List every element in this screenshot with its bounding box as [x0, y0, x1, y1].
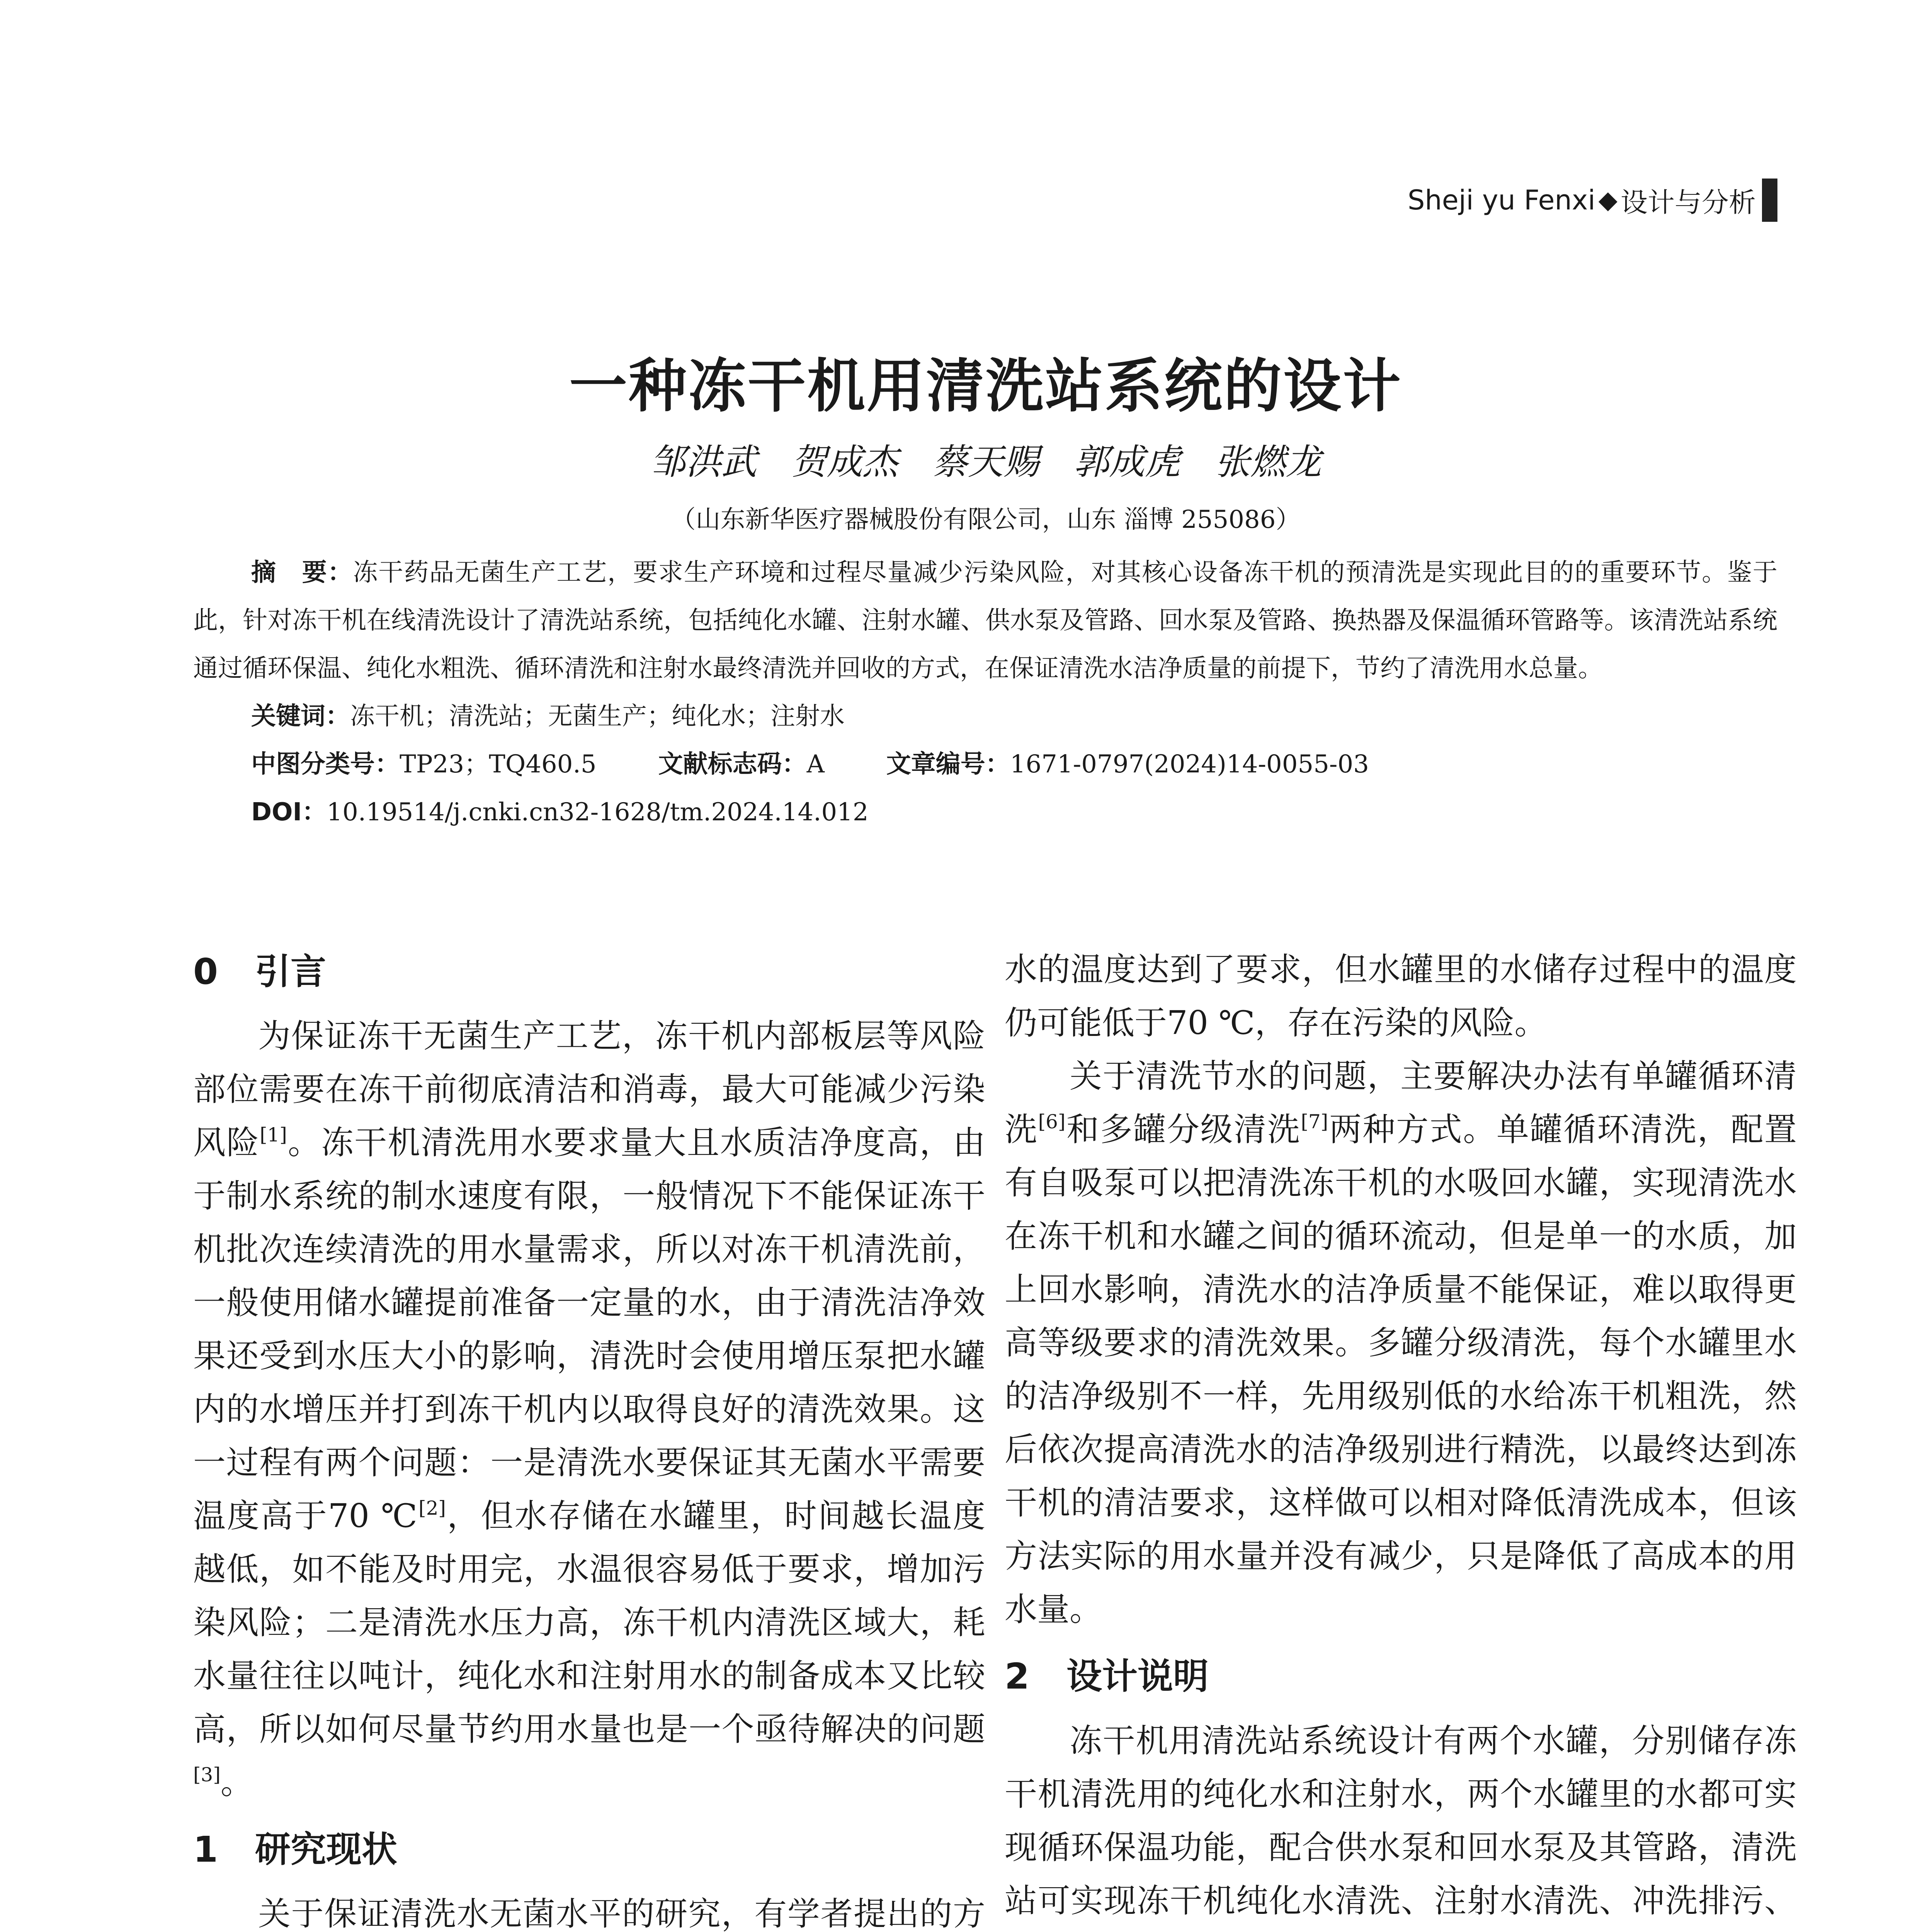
abstract-label: 摘 要： — [251, 558, 353, 587]
citation: [7] — [1301, 1111, 1328, 1133]
paragraph-text: 。 — [220, 1764, 253, 1801]
keywords-label: 关键词： — [251, 702, 350, 731]
body-column-left — [193, 943, 985, 1932]
paragraph-text: 和多罐分级清洗 — [1065, 1111, 1301, 1148]
doc-code-value: A — [806, 750, 825, 779]
paragraph-text: ，但水存储在水罐里，时间越长温度越低，如不能及时用完，水温很容易低于要求，增加污染风险；二是清洗水压力高，冻干机内清洗区域大，耗水量往往以吨计，纯化水和注射用水的制备成本又比较高，所以如何尽量节约用水量也是一个亟待解决的问题 — [193, 1497, 985, 1748]
section-title: 研究现状 — [255, 1829, 398, 1870]
section-heading — [193, 943, 985, 1001]
body-column-right — [1005, 943, 1797, 1932]
paragraph — [193, 1887, 985, 1932]
section-number: 0 — [193, 951, 218, 992]
paragraph — [193, 1009, 985, 1809]
classification-row — [251, 740, 1777, 788]
abstract-text: 冻干药品无菌生产工艺，要求生产环境和过程尽量减少污染风险，对其核心设备冻干机的预清洗是实现此目的的重要环节。鉴于此，针对冻干机在线清洗设计了清洗站系统，包括纯化水罐、注射水罐、供水泵及管路、回水泵及管路、换热器及保温循环管路等。该清洗站系统通过循环保温、纯化水粗洗、循环清洗和注射水最终清洗并回收的方式，在保证清洗水洁净质量的前提下，节约了清洗用水总量。 — [193, 558, 1778, 683]
section-heading — [193, 1821, 985, 1879]
paragraph: 冻干机用清洗站系统设计有两个水罐，分别储存冻干机清洗用的纯化水和注射水，两个水罐里的水都可实现循环保温功能，配合供水泵和回水泵及其管路，清洗站可实现冻干机纯化水清洗、注射水清洗、冲洗排污、 — [1005, 1722, 1797, 1920]
doi-label: DOI： — [251, 798, 327, 827]
doi-value: 10.19514/j.cnki.cn32-1628/tm.2024.14.012 — [327, 798, 869, 827]
keywords-row — [251, 692, 1777, 740]
section-heading — [1005, 1648, 1797, 1706]
section-name: 设计与分析 — [1621, 186, 1756, 218]
citation: [6] — [1038, 1111, 1066, 1133]
running-header — [1408, 179, 1777, 222]
clc-label: 中图分类号： — [251, 750, 400, 779]
author: 张燃龙 — [1214, 441, 1321, 483]
paragraph-text: 两种方式。单罐循环清洗，配置有自吸泵可以把清洗冻干机的水吸回水罐，实现清洗水在冻干机和水罐之间的循环流动，但是单一的水质，加上回水影响，清洗水的洁净质量不能保证，难以取得更高等级要求的清洗效果。多罐分级清洗，每个水罐里水的洁净级别不一样，先用级别低的水给冻干机粗洗，然后依次提高清洗水的洁净级别进行精洗，以最终达到冻干机的清洁要求，这样做可以相对降低清洗成本，但该方法实际的用水量并没有减少，只是降低了高成本的用水量。 — [1005, 1111, 1797, 1628]
section-number: 1 — [193, 1829, 218, 1870]
doi-row — [251, 788, 1777, 836]
paragraph-text: 。冻干机清洗用水要求量大且水质洁净度高，由于制水系统的制水速度有限，一般情况下不能保证冻干机批次连续清洗的用水量需求，所以对冻干机清洗前，一般使用储水罐提前准备一定量的水，由于清洗洁净效果还受到水压大小的影响，清洗时会使用增压泵把水罐内的水增压并打到冻干机内以取得良好的清洗效果。这一过程有两个问题：一是清洗水要保证其无菌水平需要温度高于70 ℃ — [193, 1124, 985, 1535]
paragraph-text: 为保证冻干无菌生产工艺，冻干机内部板层等风险部位需要在冻干前彻底清洁和消毒，最大可能减少污染风险 — [193, 1017, 985, 1162]
author: 蔡天赐 — [932, 441, 1039, 483]
diamond-icon: ◆ — [1598, 186, 1617, 214]
header-bar — [1762, 179, 1777, 222]
citation: [1] — [260, 1124, 287, 1146]
affiliation: （山东新华医疗器械股份有限公司，山东 淄博 255086） — [671, 505, 1301, 534]
journal-pinyin: Sheji yu Fenxi — [1407, 184, 1595, 216]
citation: [3] — [193, 1764, 221, 1786]
section-title: 引言 — [255, 951, 327, 992]
author: 邹洪武 — [650, 441, 757, 483]
clc-value: TP23；TQ460.5 — [400, 750, 597, 779]
paragraph-text: 关于清洗节水的问题，主要解决办法有单罐循环清洗 — [1005, 1057, 1797, 1148]
section-number: 2 — [1005, 1656, 1030, 1697]
paragraph-text: 关于保证清洗水无菌水平的研究，有学者提出的方 — [258, 1895, 985, 1932]
citation: [2] — [418, 1497, 446, 1519]
article-no-label: 文章编号： — [886, 750, 1010, 779]
front-matter — [193, 549, 1777, 836]
article-no-value: 1671-0797(2024)14-0055-03 — [1010, 750, 1369, 779]
paragraph: 水的温度达到了要求，但水罐里的水储存过程中的温度仍可能低于70 ℃，存在污染的风险。 — [1005, 951, 1797, 1042]
section-title: 设计说明 — [1066, 1656, 1209, 1697]
author-list — [0, 434, 1932, 485]
abstract — [193, 549, 1777, 692]
doc-code-label: 文献标志码： — [658, 750, 807, 779]
author: 贺成杰 — [791, 441, 898, 483]
paragraph — [1005, 1049, 1797, 1636]
author: 郭成虎 — [1073, 441, 1180, 483]
keywords: 冻干机；清洗站；无菌生产；纯化水；注射水 — [350, 702, 845, 731]
article-title: 一种冻干机用清洗站系统的设计 — [569, 353, 1402, 420]
